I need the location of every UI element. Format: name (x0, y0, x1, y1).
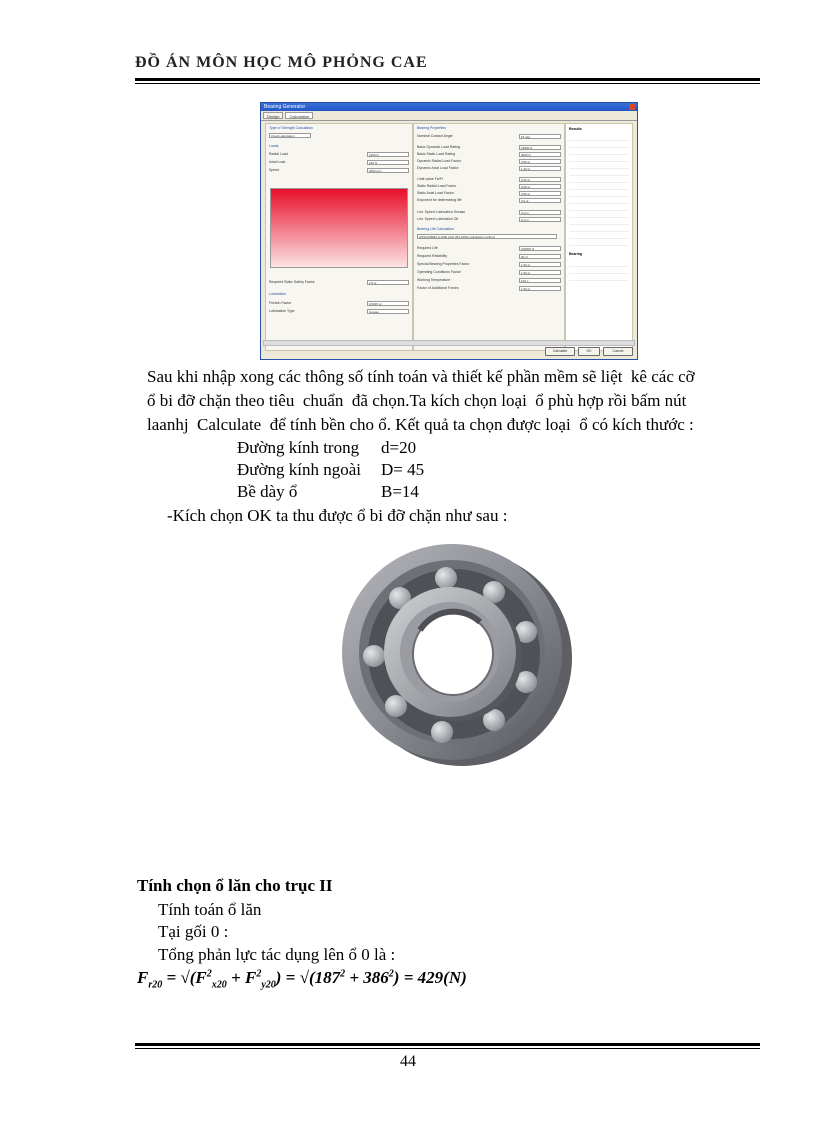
horizontal-scrollbar (263, 340, 635, 346)
properties-section-title: Bearing Properties (417, 126, 446, 130)
property-row: Limit value Fa/Fr 0.40 ul (417, 177, 561, 182)
method-select: ANSI/AFBMA 9-1990 (ISO 281-1990) calculation method (417, 234, 557, 239)
middle-pane (413, 123, 565, 351)
calc-type-select: Check calculation (269, 133, 311, 138)
load-row: Axial Load 246 N (269, 160, 409, 165)
footer-rule-thin (135, 1048, 760, 1049)
results-title: Results (569, 127, 582, 131)
paragraph-line: -Kích chọn OK ta thu được ổ bi đỡ chặn như sau : (167, 506, 508, 525)
life-row: Required Reliability 90 ul (417, 254, 561, 259)
header-rule (135, 78, 760, 81)
property-row: Nominal Contact Angle 15 deg (417, 134, 561, 139)
page-number: 44 (400, 1053, 416, 1070)
property-row: Static Radial Load Factor 0.60 ul (417, 184, 561, 189)
life-row: Factor of Additional Forces 1.00 ul (417, 286, 561, 291)
lubrication-section-title: Lubrication (269, 292, 287, 296)
property-row: Basic Dynamic Load Rating 15600 N (417, 145, 561, 150)
life-row: Working Temperature 100 c (417, 278, 561, 283)
property-row: Exponent for determining life 3.0 ul (417, 198, 561, 203)
dim-value: d=20 (381, 438, 417, 457)
property-row: Basic Static Load Rating 9600 N (417, 152, 561, 157)
load-plot (270, 188, 408, 268)
load-row: Speed 2500 rpm (269, 168, 409, 173)
dim-value: B=14 (381, 482, 419, 501)
loads-section-title: Loads (269, 144, 279, 148)
footer-rule (135, 1043, 760, 1046)
ok-button: OK (578, 347, 600, 356)
close-icon (629, 104, 635, 110)
dim-label: Đường kính ngoài (237, 460, 361, 479)
section-title: Tính chọn ổ lăn cho trục II (137, 876, 333, 895)
bearing-3d-image (330, 540, 580, 772)
dialog-tabs (261, 111, 637, 121)
dialog-titlebar (261, 103, 637, 111)
page-header: ĐỒ ÁN MÔN HỌC MÔ PHỎNG CAE (135, 54, 428, 71)
ball (435, 567, 457, 589)
results-pane (565, 123, 633, 351)
formula-result: = 429(N) (403, 968, 467, 987)
calculate-button: Calculate (545, 347, 575, 356)
tab-design: Design (263, 112, 283, 119)
paragraph-line: ổ bi đỡ chặn theo tiêu chuẩn đã chọn.Ta kích chọn loại ổ phù hợp rồi bấm nút (147, 391, 687, 410)
dim-label: Bề dày ổ (237, 482, 298, 501)
paragraph-line: Tính toán ổ lăn (158, 900, 262, 919)
property-row: Dynamic Radial Load Factor 0.56 ul (417, 159, 561, 164)
bearing-title: Bearing (569, 252, 583, 256)
safety-row: Required Static Safety Factor 2.5 ul (269, 280, 409, 285)
dim-label: Đường kính trong (237, 438, 360, 457)
header-rule-thin (135, 83, 760, 84)
lubrication-row: Lubrication Type Grease (269, 309, 409, 314)
paragraph-line: Tại gối 0 : (158, 922, 229, 941)
reaction-force-formula: $F_{r20} = √(F^2_{x20} + F^2_{y20}) = √(187^2 + 386^2) = 429(N)$ (137, 968, 467, 991)
life-row: Operating Conditions Factor 1.00 ul (417, 270, 561, 275)
paragraph-line: laanhj Calculate để tính bền cho ổ. Kết quả ta chọn được loại ổ có kích thước : (147, 415, 694, 434)
property-row: Static Axial Load Factor 0.50 ul (417, 191, 561, 196)
dialog-buttons (545, 347, 633, 356)
tab-calculation: Calculation (285, 112, 313, 119)
property-row: Lim. Speed Lubrication Oil 0 rpm (417, 217, 561, 222)
life-row: Required Life 100000 hr (417, 246, 561, 251)
paragraph-line: Sau khi nhập xong các thông số tính toán và thiết kế phần mềm sẽ liệt kê các cỡ (147, 367, 695, 386)
paragraph-line: Tổng phản lực tác dụng lên ổ 0 là : (158, 945, 396, 964)
friction-row: Friction Factor 0.0015 ul (269, 301, 409, 306)
life-section-title: Bearing Life Calculation (417, 227, 454, 231)
dim-value: D= 45 (381, 460, 425, 479)
ball (363, 645, 385, 667)
life-row: Special Bearing Properties Factor 1.00 ul (417, 262, 561, 267)
left-pane (265, 123, 413, 351)
ball (431, 721, 453, 743)
cancel-button: Cancel (603, 347, 633, 356)
property-row: Lim. Speed Lubrication Grease 0 rpm (417, 210, 561, 215)
strength-section-title: Type of Strength Calculation (269, 126, 313, 130)
property-row: Dynamic Axial Load Factor 1.30 ul (417, 166, 561, 171)
bearing-generator-screenshot (260, 102, 638, 360)
dialog-title: Bearing Generator (264, 104, 306, 110)
load-row: Radial Load 1900 N (269, 152, 409, 157)
